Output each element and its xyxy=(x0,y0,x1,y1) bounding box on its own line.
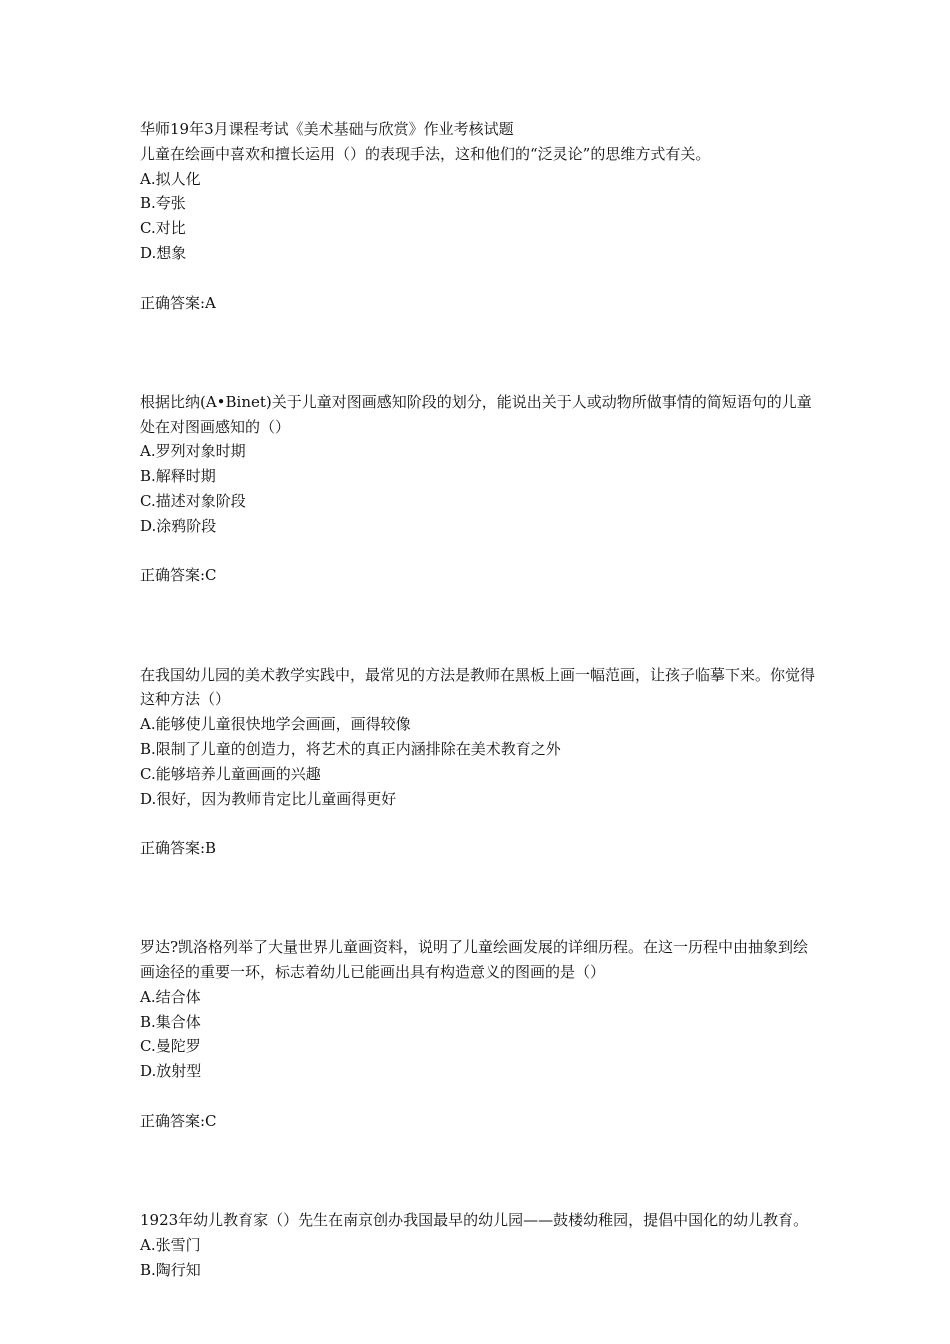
option-c: C.描述对象阶段 xyxy=(140,491,246,510)
correct-answer: 正确答案:C xyxy=(140,1111,217,1130)
option-d: D.很好，因为教师肯定比儿童画得更好 xyxy=(140,789,397,808)
question-stem: 1923年幼儿教育家（）先生在南京创办我国最早的幼儿园——鼓楼幼稚园，提倡中国化的幼儿教育。 xyxy=(140,1211,809,1230)
option-b: B.集合体 xyxy=(140,1012,201,1031)
option-a: A.拟人化 xyxy=(140,169,201,188)
option-d: D.放射型 xyxy=(140,1062,202,1081)
spacer xyxy=(140,588,820,662)
question-stem: 根据比纳(A•Binet)关于儿童对图画感知阶段的划分，能说出关于人或动物所做事情的简短语句的儿童处在对图画感知的（） xyxy=(140,392,812,436)
option-a: A.罗列对象时期 xyxy=(140,442,246,461)
option-a: A.张雪门 xyxy=(140,1235,201,1254)
correct-answer: 正确答案:B xyxy=(140,839,217,858)
question-2 xyxy=(140,390,820,588)
correct-answer: 正确答案:A xyxy=(140,293,216,312)
spacer xyxy=(140,1134,820,1208)
option-a: A.能够使儿童很快地学会画画，画得较像 xyxy=(140,715,411,734)
option-d: D.涂鸦阶段 xyxy=(140,516,217,535)
question-stem: 在我国幼儿园的美术教学实践中，最常见的方法是教师在黑板上画一幅范画，让孩子临摹下来。你觉得这种方法（） xyxy=(140,665,816,709)
option-c: C.对比 xyxy=(140,219,186,238)
question-4 xyxy=(140,935,820,1133)
document-title: 华师19年3月课程考试《美术基础与欣赏》作业考核试题 xyxy=(140,120,514,138)
option-c: C.能够培养儿童画画的兴趣 xyxy=(140,764,321,783)
option-d: D.想象 xyxy=(140,243,187,262)
spacer xyxy=(140,315,820,389)
option-b: B.限制了儿童的创造力，将艺术的真正内涵排除在美术教育之外 xyxy=(140,739,561,758)
question-5 xyxy=(140,1208,820,1282)
question-1 xyxy=(140,142,820,316)
document-page xyxy=(140,117,820,1282)
option-a: A.结合体 xyxy=(140,987,201,1006)
correct-answer: 正确答案:C xyxy=(140,566,217,585)
option-c: C.曼陀罗 xyxy=(140,1037,201,1056)
spacer xyxy=(140,861,820,935)
question-3 xyxy=(140,663,820,861)
question-stem: 儿童在绘画中喜欢和擅长运用（）的表现手法，这和他们的“泛灵论”的思维方式有关。 xyxy=(140,144,711,163)
option-b: B.解释时期 xyxy=(140,467,216,486)
option-b: B.陶行知 xyxy=(140,1260,201,1279)
question-stem: 罗达?凯洛格列举了大量世界儿童画资料，说明了儿童绘画发展的详细历程。在这一历程中由抽象到绘画途径的重要一环，标志着幼儿已能画出具有构造意义的图画的是（） xyxy=(140,938,809,982)
option-b: B.夸张 xyxy=(140,194,186,213)
